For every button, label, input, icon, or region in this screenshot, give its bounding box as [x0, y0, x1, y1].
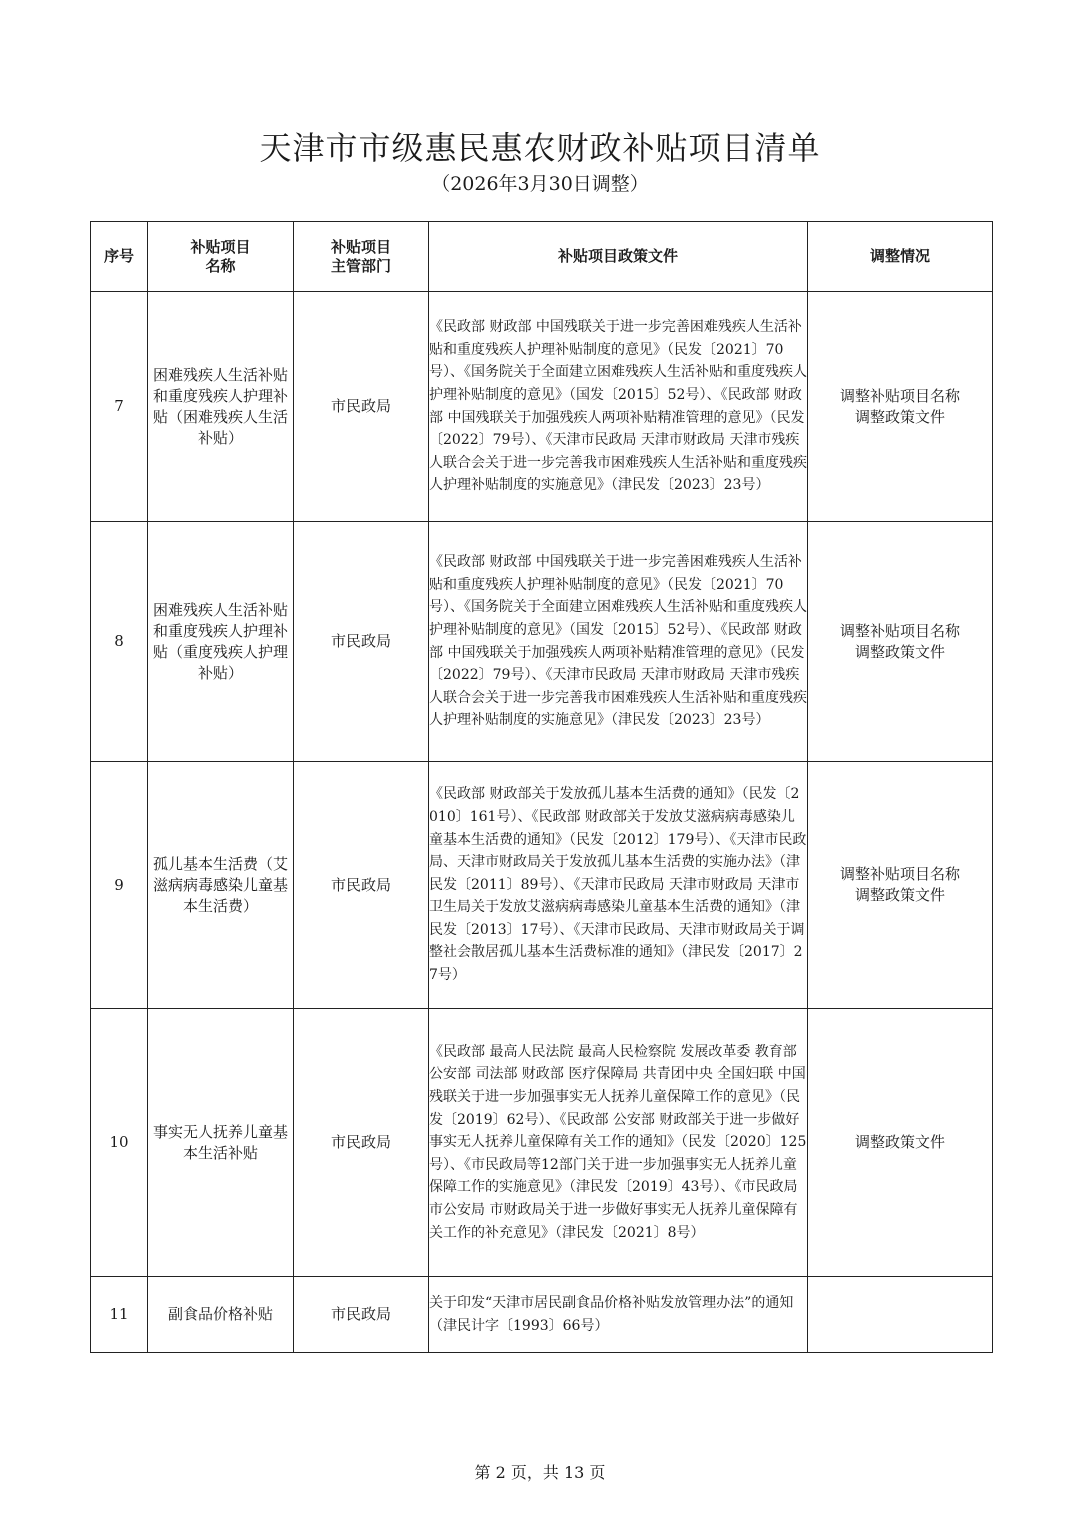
row-adjust [808, 1277, 993, 1353]
row-dept: 市民政局 [294, 1009, 429, 1277]
row-adjust: 调整补贴项目名称 调整政策文件 [808, 522, 993, 762]
row-adjust: 调整政策文件 [808, 1009, 993, 1277]
row-policy: 《民政部 财政部 中国残联关于进一步完善困难残疾人生活补贴和重度残疾人护理补贴制度的意见》（民发〔2021〕70号）、《国务院关于全面建立困难残疾人生活补贴和重度残疾人护理补贴制度的意见》（国发〔2015〕52号）、《民政部 财政部 中国残联关于加强残疾人两项补贴精准管理的意见》（民发〔2022〕79号）、《天津市民政局 天津市财政局 天津市残疾人联合会关于进一步完善我市困难残疾人生活补贴和重度残疾人护理补贴制度的实施意见》（津民发〔2023〕23号） [429, 292, 808, 522]
table-row [91, 762, 993, 1009]
row-no: 10 [91, 1009, 148, 1277]
page-number: 第 2 页，共 13 页 [474, 1463, 606, 1482]
row-adjust: 调整补贴项目名称 调整政策文件 [808, 292, 993, 522]
row-adjust: 调整补贴项目名称 调整政策文件 [808, 762, 993, 1009]
header-policy: 补贴项目政策文件 [429, 222, 808, 292]
row-policy: 关于印发“天津市居民副食品价格补贴发放管理办法”的通知（津民计字〔1993〕66号） [429, 1277, 808, 1353]
row-name: 事实无人抚养儿童基本生活补贴 [148, 1009, 294, 1277]
row-name: 副食品价格补贴 [148, 1277, 294, 1353]
row-dept: 市民政局 [294, 522, 429, 762]
table-row [91, 1277, 993, 1353]
header-adjust: 调整情况 [808, 222, 993, 292]
row-policy: 《民政部 最高人民法院 最高人民检察院 发展改革委 教育部 公安部 司法部 财政部 医疗保障局 共青团中央 全国妇联 中国残联关于进一步加强事实无人抚养儿童保障工作的意见》（民发〔2019〕62号）、《民政部 公安部 财政部关于进一步做好事实无人抚养儿童保障有关工作的通知》（民发〔2020〕125号）、《市民政局等12部门关于进一步加强事实无人抚养儿童保障工作的实施意见》（津民发〔2019〕43号）、《市民政局 市公安局 市财政局关于进一步做好事实无人抚养儿童保障有关工作的补充意见》（津民发〔2021〕8号） [429, 1009, 808, 1277]
row-policy: 《民政部 财政部 中国残联关于进一步完善困难残疾人生活补贴和重度残疾人护理补贴制度的意见》（民发〔2021〕70号）、《国务院关于全面建立困难残疾人生活补贴和重度残疾人护理补贴制度的意见》（国发〔2015〕52号）、《民政部 财政部 中国残联关于加强残疾人两项补贴精准管理的意见》（民发〔2022〕79号）、《天津市民政局 天津市财政局 天津市残疾人联合会关于进一步完善我市困难残疾人生活补贴和重度残疾人护理补贴制度的实施意见》（津民发〔2023〕23号） [429, 522, 808, 762]
subsidy-table [90, 221, 993, 1353]
row-dept: 市民政局 [294, 762, 429, 1009]
document-subtitle: （2026年3月30日调整） [431, 173, 649, 195]
header-name: 补贴项目 名称 [148, 222, 294, 292]
row-policy: 《民政部 财政部关于发放孤儿基本生活费的通知》（民发〔2010〕161号）、《民政部 财政部关于发放艾滋病病毒感染儿童基本生活费的通知》（民发〔2012〕179号）、《天津市民政局、天津市财政局关于发放孤儿基本生活费的实施办法》（津民发〔2011〕89号）、《天津市民政局 天津市财政局 天津市卫生局关于发放艾滋病病毒感染儿童基本生活费的通知》（津民发〔2013〕17号）、《天津市民政局、天津市财政局关于调整社会散居孤儿基本生活费标准的通知》（津民发〔2017〕27号） [429, 762, 808, 1009]
row-dept: 市民政局 [294, 1277, 429, 1353]
document-title: 天津市市级惠民惠农财政补贴项目清单 [259, 129, 821, 167]
table-header-row [91, 222, 993, 292]
row-name: 困难残疾人生活补贴和重度残疾人护理补贴（困难残疾人生活补贴） [148, 292, 294, 522]
row-no: 7 [91, 292, 148, 522]
row-name: 困难残疾人生活补贴和重度残疾人护理补贴（重度残疾人护理补贴） [148, 522, 294, 762]
table-row [91, 1009, 993, 1277]
row-no: 11 [91, 1277, 148, 1353]
table-row [91, 522, 993, 762]
row-no: 8 [91, 522, 148, 762]
row-name: 孤儿基本生活费（艾滋病病毒感染儿童基本生活费） [148, 762, 294, 1009]
table-row [91, 292, 993, 522]
header-dept: 补贴项目 主管部门 [294, 222, 429, 292]
row-dept: 市民政局 [294, 292, 429, 522]
header-no: 序号 [91, 222, 148, 292]
row-no: 9 [91, 762, 148, 1009]
